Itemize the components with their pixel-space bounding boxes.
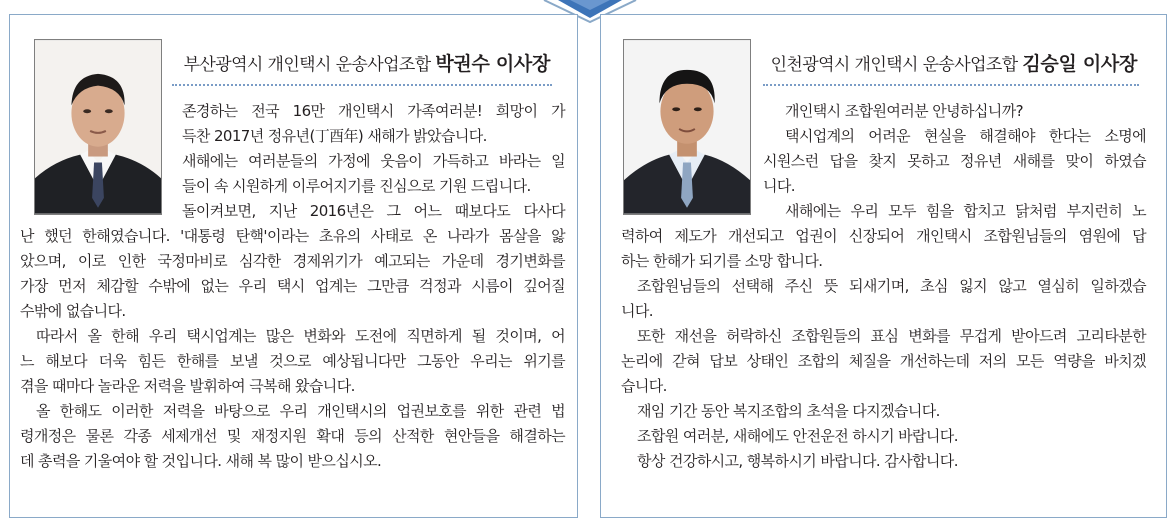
text-line: 조합원 여러분, 새해에도 안전운전 하시기 바랍니다. <box>637 427 958 445</box>
text-line: 데 총력을 기울여야 할 것입니다. 새해 복 많이 받으십시오. <box>20 452 382 470</box>
text-line: 득찬 2017년 정유년(丁酉年) 새해가 밝았습니다. <box>182 127 487 145</box>
text-line: 또한 재선을 허락하신 조합원들의 표심 변화를 무겁게 받아드려 고리타분한 <box>637 327 1146 345</box>
greeting-panel-busan <box>9 14 578 518</box>
text-line: 돌이켜보면, 지난 2016년은 그 어느 때보다도 다사다 <box>182 202 565 220</box>
dotted-divider <box>763 84 1139 86</box>
text-line: 항상 건강하시고, 행복하시기 바랍니다. 감사합니다. <box>637 452 958 470</box>
text-line: 령개정은 물론 각종 세제개선 및 재정지원 확대 등의 산적한 현안들을 해결하는 <box>20 427 565 445</box>
text-line: 새해에는 여러분들의 가정에 웃음이 가득하고 바라는 일 <box>182 152 565 170</box>
text-line: 들이 속 시원하게 이루어지기를 진심으로 기원 드립니다. <box>182 177 531 195</box>
text-line: 올 한해도 이러한 저력을 바탕으로 우리 개인택시의 업권보호를 위한 관련 법 <box>36 402 565 420</box>
org-name: 인천광역시 개인택시 운송사업조합 <box>770 55 1018 75</box>
text-line: 따라서 올 한해 우리 택시업계는 많은 변화와 도전에 직면하게 될 것이며, 어 <box>36 327 565 345</box>
text-line: 존경하는 전국 16만 개인택시 가족여러분! 희망이 가 <box>182 102 565 120</box>
text-line: 논리에 갇혀 답보 상태인 조합의 체질을 개선하는데 저의 모든 역량을 바치겠 <box>621 352 1146 370</box>
dotted-divider <box>172 84 552 86</box>
text-line: 수밖에 없습니다. <box>20 302 126 320</box>
chairman-name: 박권수 이사장 <box>435 53 550 75</box>
text-line: 개인택시 조합원여러분 안녕하십니까? <box>785 102 1023 120</box>
text-line: 새해에는 우리 모두 힘을 합치고 닭처럼 부지런히 노 <box>785 202 1146 220</box>
text-line: 가장 먼저 체감할 수밖에 없는 우리 택시 업계는 그만큼 걱정과 시름이 깊어질 <box>20 277 565 295</box>
greeting-text <box>20 99 565 474</box>
text-line: 니다. <box>763 177 795 195</box>
text-line: 니다. <box>621 302 653 320</box>
org-name: 부산광역시 개인택시 운송사업조합 <box>183 55 431 75</box>
text-line: 았으며, 이로 인한 국정마비로 심각한 경제위기가 예고되는 가운데 경기변화를 <box>20 252 565 270</box>
text-line: 느 해보다 더욱 힘든 한해를 보낼 것으로 예상됩니다만 그동안 우리는 위기를 <box>20 352 565 370</box>
greeting-text <box>621 99 1146 474</box>
greeting-panel-incheon <box>600 14 1167 518</box>
greeting-header <box>170 49 550 79</box>
text-line: 력하여 제도가 개선되고 업권이 신장되어 개인택시 조합원님들의 염원에 답 <box>621 227 1146 245</box>
text-line: 시원스런 답을 찾지 못하고 정유년 새해를 맞이 하였습 <box>763 152 1146 170</box>
text-line: 난 했던 한해였습니다. '대통령 탄핵'이라는 초유의 사태로 온 나라가 몸살을 앓 <box>20 227 565 245</box>
text-line: 조합원님들의 선택해 주신 뜻 되새기며, 초심 잃지 않고 열심히 일하겠습 <box>637 277 1146 295</box>
text-line: 겪을 때마다 놀라운 저력을 발휘하여 극복해 왔습니다. <box>20 377 355 395</box>
text-line: 습니다. <box>621 377 667 395</box>
text-line: 재임 기간 동안 복지조합의 초석을 다지겠습니다. <box>637 402 940 420</box>
text-line: 하는 한해가 되기를 소망 합니다. <box>621 252 823 270</box>
greeting-header <box>761 49 1137 79</box>
text-line: 택시업계의 어려운 현실을 해결해야 한다는 소명에 <box>785 127 1146 145</box>
chairman-name: 김승일 이사장 <box>1022 53 1137 75</box>
